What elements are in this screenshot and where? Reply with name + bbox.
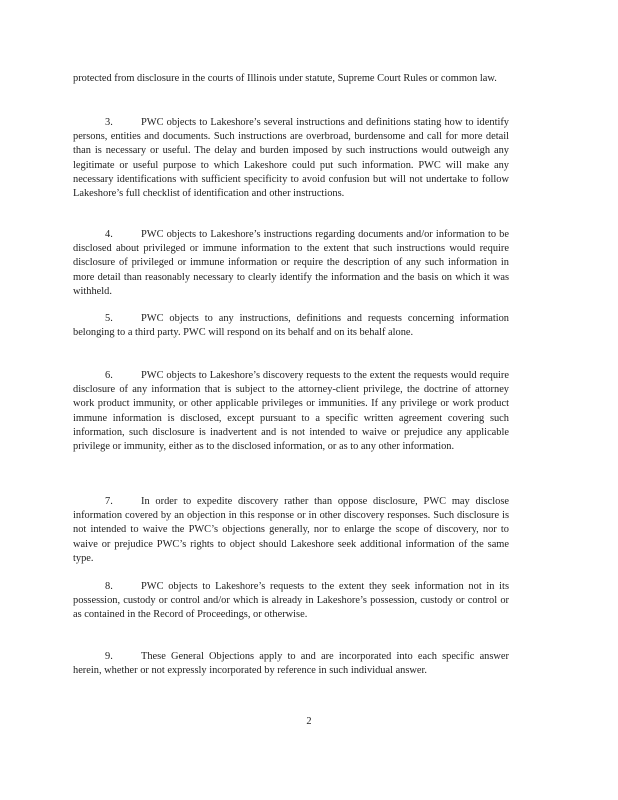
paragraph-number: 6.: [105, 370, 113, 381]
paragraph-number: 8.: [105, 581, 113, 592]
paragraph-number: 7.: [105, 496, 113, 507]
paragraph-text: PWC objects to Lakeshore’s several instructions and definitions stating how to identify persons, entities and documents. Such instructions are overbroad, burdensome and call for more detail than is necessary or useful. The delay and burden imposed by such instructions would outweigh any legitimate or useful purpose to which Lakeshore could put such information. PWC will make any necessary identifications with sufficient specificity to avoid confusion but will not undertake to follow Lakeshore’s full checklist of identification and other instructions.: [73, 117, 509, 200]
paragraph-text: PWC objects to Lakeshore’s discovery requests to the extent the requests would require disclosure of any information that is subject to the attorney-client privilege, the doctrine of attorney work product immunity, or other applicable privileges or immunities. If any privilege or work product immune information is disclosed, except pursuant to a specific written agreement covering such information, such disclosure is inadvertent and is not intended to waive or prejudice any applicable privilege or immunity, either as to the disclosed information, or as to any other information.: [73, 370, 509, 453]
paragraph-text: These General Objections apply to and are incorporated into each specific answer herein, whether or not expressly incorporated by reference in such individual answer.: [73, 651, 509, 677]
paragraph-number: 4.: [105, 229, 113, 240]
paragraph-number: 3.: [105, 117, 113, 128]
paragraph-text: PWC objects to any instructions, definitions and requests concerning information belonging to a third party. PWC will respond on its behalf and on its behalf alone.: [73, 313, 509, 339]
objection-paragraph-8: [73, 580, 509, 623]
paragraph-text: PWC objects to Lakeshore’s requests to the extent they seek information not in its possession, custody or control and/or which is already in Lakeshore’s possession, custody or control or as contained in the Record of Proceedings, or otherwise.: [73, 581, 509, 621]
paragraph-number: 5.: [105, 313, 113, 324]
objection-paragraph-7: [73, 495, 509, 566]
page-number: 2: [306, 716, 312, 727]
objection-paragraph-4: [73, 228, 509, 299]
paragraph-text: PWC objects to Lakeshore’s instructions regarding documents and/or information to be disclosed about privileged or immune information to the extent that such instructions would require disclosure of privileged or immune information or require the description of any such information in more detail than reasonably necessary to clearly identify the information and the basis on which it was withheld.: [73, 229, 509, 297]
paragraph-text: In order to expedite discovery rather than oppose disclosure, PWC may disclose information covered by an objection in this response or in other discovery responses. Such disclosure is not intended to waive the PWC’s objections generally, nor to enlarge the scope of discovery, nor to waive or prejudice PWC’s rights to object should Lakeshore seek additional information of the same type.: [73, 496, 509, 564]
paragraph-number: 9.: [105, 651, 113, 662]
intro-paragraph: protected from disclosure in the courts of Illinois under statute, Supreme Court Rules or common law.: [73, 73, 497, 84]
objection-paragraph-9: [73, 650, 509, 678]
objection-paragraph-6: [73, 369, 509, 454]
objection-paragraph-3: [73, 116, 509, 201]
objection-paragraph-5: [73, 312, 509, 340]
